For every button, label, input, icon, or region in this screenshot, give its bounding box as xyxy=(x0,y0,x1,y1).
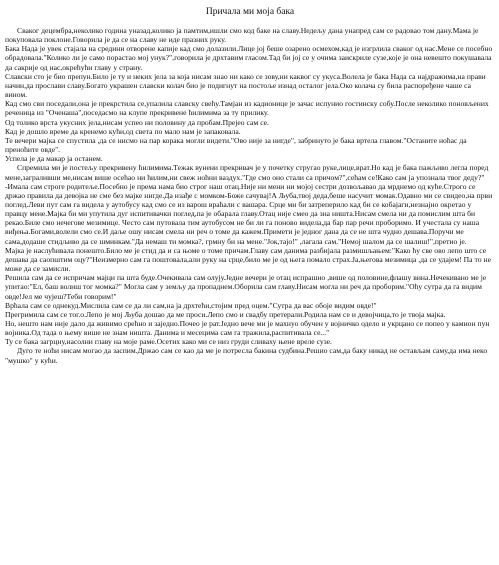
paragraph: Ту се бака загрцну,насолни главу на моје раме.Осетих како ми се низ груди сливаху њене вреле сузе. xyxy=(5,337,332,347)
paragraph: Дуго те ноћи нисам могао да заспим.Држао сам се као да ме је потресла бакина судбина.Решио сам,да баку никад не остављам саму,да има неко "мушко" у кући. xyxy=(5,346,488,365)
paragraph: Успела је да макар ја останем. xyxy=(5,154,103,164)
document-body xyxy=(5,26,495,365)
paragraph: Сваког децембра,неколико година уназад,колико ја памтим,ишли смо код баке на славу.Недељу дана унапред сам се радовао том дану.Мама је покуповала поклоне.Говорила је да се на славу не иде празних руку. xyxy=(5,26,479,45)
paragraph: Решила сам да се испричам мајци па шта буде.Очекивала сам олују.Једне вечери је отац испрашно ,више од половине,флашу вина.Нечекивано ме је упитао:"Ел, баш волиш тог момка?" Могла сам у земљу да пропаднем.Оборила сам главу.Нисам могла ни реч да проборим."Оћу сутра да га видим овде!Јел ме чујеш?Теби говорим!" xyxy=(5,273,487,301)
paragraph: Мајка је наслућивала понешто.Било ме је стид да и са њоме о томе причам.Главу сам данима разбијала размишљањем:"Како ћу све ово лепо што се дешава да саопштим оцу?"Неизмерно сам га поштовала,али руку на срце,било ме је од њега помало страх.Ја,његова мезимица ,да се удајем! Па то не може да се замисли. xyxy=(5,245,491,274)
paragraph: Прегримила сам се тог.о.Лепо је мој Љуба дошао да ме проси.Лепо смо и свадбу претерали.Родила нам се и девојчица,то је твоја мајка. xyxy=(5,309,446,319)
document-page xyxy=(5,0,495,565)
paragraph: Од толико врста укусних јела,нисам успео ни половину да пробам.Прејео сам се. xyxy=(5,117,269,127)
title-spacer xyxy=(5,18,495,26)
paragraph: Славски сто је био препун.Било је ту и неких јела за која нисам знао ни како се зову,ни каквог су укуса.Волела је бака Нада са најдражима,на прави начин,да прослави славу.Богато украшен славски колач био је подигнут на постоље изнад осталог јела.Око колача су била распоређене чаше са вином. xyxy=(5,71,486,100)
paragraph: Но, нешто нам није дало да живимо срећно и заједно.Почео је рат.Једно вече ми је махнуо обучен у војничко одело и укрцано се попео у камион пун војника.Од тада о њему више не знам ништа. Данима и месецима сам га тражила,распитивала се..." xyxy=(5,319,490,338)
paragraph: Врћала сам се однекуд.Мислила сам се да ли сам,на ја дрхтећи,стојим пред оцем."Сутра да вас обоје видим овде!" xyxy=(5,300,377,310)
document-title: Причала ми моја бака xyxy=(205,7,295,17)
paragraph: Спремила ми је постељу прекривену ћилимима.Тежак вунени прекривач је у почетку стругао руке,лице,врат.Но кад је бака пажљиво легла поред мене,заграливши ме,нисам више осећао ни ћилим,ни свеж нoћни ваздух."Где смо оно стали са причом?",сећам се!Како сам ја упознала твог деду?" xyxy=(5,163,489,182)
paragraph: Те вечери мајка се спустила ,да се нисмо на пар корака могли видети."Ово није за нигде", забринуто је бака вртела главом."Останите ноћас да преноћите овде". xyxy=(5,135,467,155)
paragraph: Кад је дошло време да кренемо кући,од света по мало нам је запаковала. xyxy=(5,126,241,136)
paragraph: Кад смо сви поседали,она је прекрстила се,упалила славску свећу.Тамјан из кадионице је зачас испунио гостинску собу.После неколико поновљених реченица из "Оченаша",поседасмо на клупе прекривене ћилимима за ту прилику. xyxy=(5,99,489,118)
paragraph: -Имала сам строге родитеље.Посебно је према нама био строг наш отац.Није ни мени ни мојој сестри дозвољавао да мрднемо од куће.Строго се држао правила да девојка не сме без мајке нигде.Да изађе с момком-Боже сачувај!А Љуба,твој деда,беше насучит момак.Одавно ми се свидео,на први поглед.Леви пут сам га видела у аутобусу кад смо се из варош враћали с вашара. Срце ми би затреперило кад би се кобајаги,незнајно окретао у правцу мене.Мајка би ми упутила дуг испитивачки поглед,па је обарала главу.Отац није смео да зна ништа.Нисам смела ни да помислим шта би рекао.Биле смо нечегове мезимице. Често сам путовала тим аутобусом не би ли га поново видела,да бар пар речи проборимо. И учестала су наша виђења.Богами,волели смо се.И даље ошу нисам смела ни реч о томе да кажем.Примети је једног дана да се не шта чудно дешава.Поручи ме сама,додаше стидљиво да се шминкам."Да немаш ти момка?, грмну би на мене."Јок,тајо!" ,лагала сам."Немој шалом да се шалиш!",претио је. xyxy=(5,181,493,246)
paragraph: Бака Нада је увек стајала на средини отворене капије кад смо долазили.Лице јој беше озарено осмехом,кад је изгрлила сваког од нас.Мене се посебно обрадовала."Колико ли је само порастао мој унук?",говорила је дрхтавим гласом.Тад би јој се у очима заискриле сузе,које је она невешто покушавала да сакрије од нас,окрећући главу у страну. xyxy=(5,44,493,72)
